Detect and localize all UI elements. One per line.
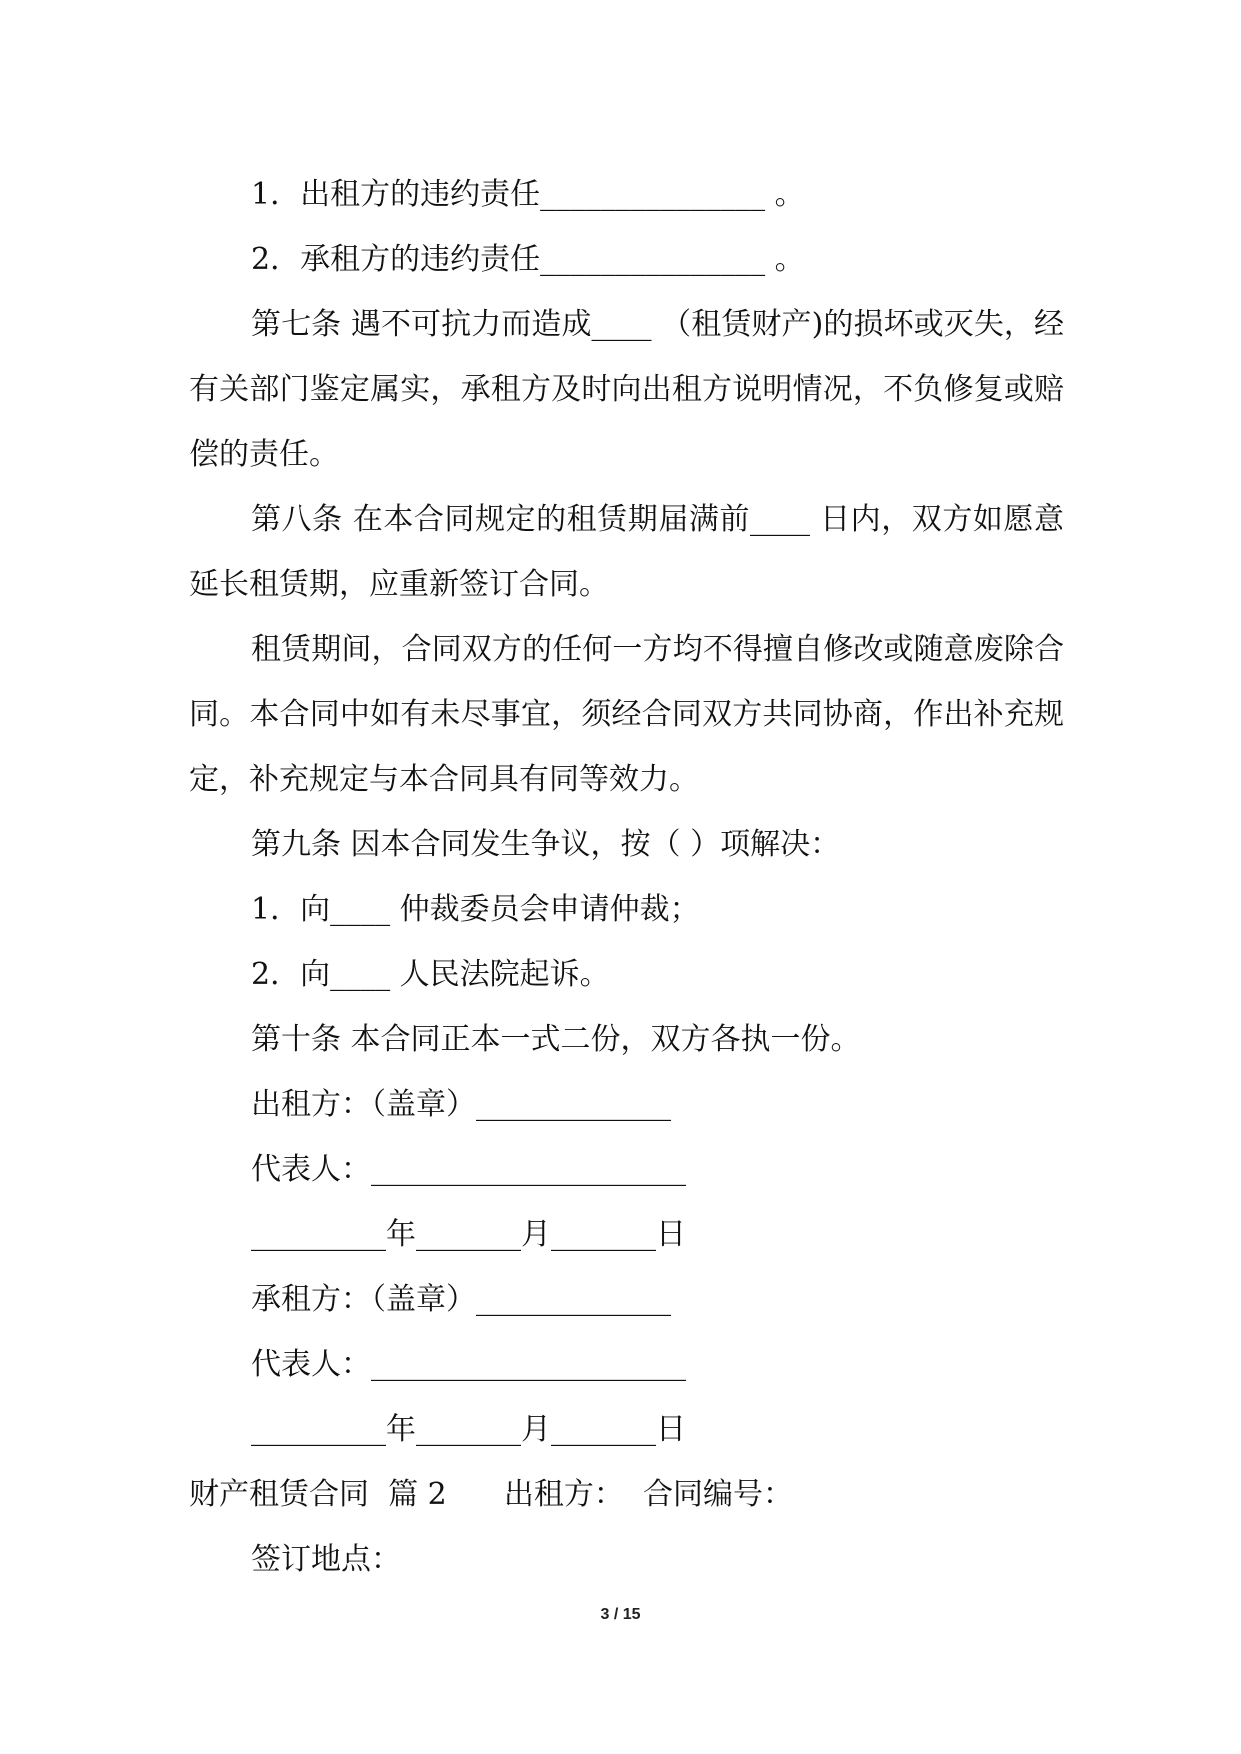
lessee-representative-line: 代表人：_____________________ bbox=[251, 1347, 686, 1382]
page-number: 3 / 15 bbox=[600, 1606, 641, 1623]
signing-place-line: 签订地点： bbox=[251, 1542, 401, 1577]
lessor-date-line: _________年_______月_______日 bbox=[251, 1217, 686, 1252]
lessor-representative-line: 代表人：_____________________ bbox=[251, 1152, 686, 1187]
lessee-seal-line: 承租方：（盖章）_____________ bbox=[251, 1282, 671, 1317]
court-option: 2．向____ 人民法院起诉。 bbox=[251, 957, 610, 992]
contract-2-heading: 财产租赁合同 篇 2 出租方： 合同编号： bbox=[189, 1477, 793, 1512]
lease-period-paragraph: 租赁期间，合同双方的任何一方均不得擅自修改或随意废除合同。本合同中如有未尽事宜，须经合同双方共同协商，作出补充规定，补充规定与本合同具有同等效力。 bbox=[189, 632, 1064, 797]
article-9-line: 第九条 因本合同发生争议，按（ ）项解决： bbox=[251, 827, 841, 862]
breach-lessor-line: 1．出租方的违约责任_______________ 。 bbox=[251, 177, 805, 212]
document-body bbox=[189, 162, 1064, 1592]
breach-lessee-line: 2．承租方的违约责任_______________ 。 bbox=[251, 242, 805, 277]
article-8-paragraph: 第八条 在本合同规定的租赁期届满前____ 日内，双方如愿意延长租赁期，应重新签订合同。 bbox=[189, 502, 1064, 602]
arbitration-option: 1．向____ 仲裁委员会申请仲裁； bbox=[251, 892, 700, 927]
lessee-date-line: _________年_______月_______日 bbox=[251, 1412, 686, 1447]
article-10-line: 第十条 本合同正本一式二份，双方各执一份。 bbox=[251, 1022, 861, 1057]
article-7-paragraph: 第七条 遇不可抗力而造成____ （租赁财产)的损坏或灭失，经有关部门鉴定属实，承租方及时向出租方说明情况，不负修复或赔偿的责任。 bbox=[189, 307, 1064, 472]
lessor-seal-line: 出租方：（盖章）_____________ bbox=[251, 1087, 671, 1122]
